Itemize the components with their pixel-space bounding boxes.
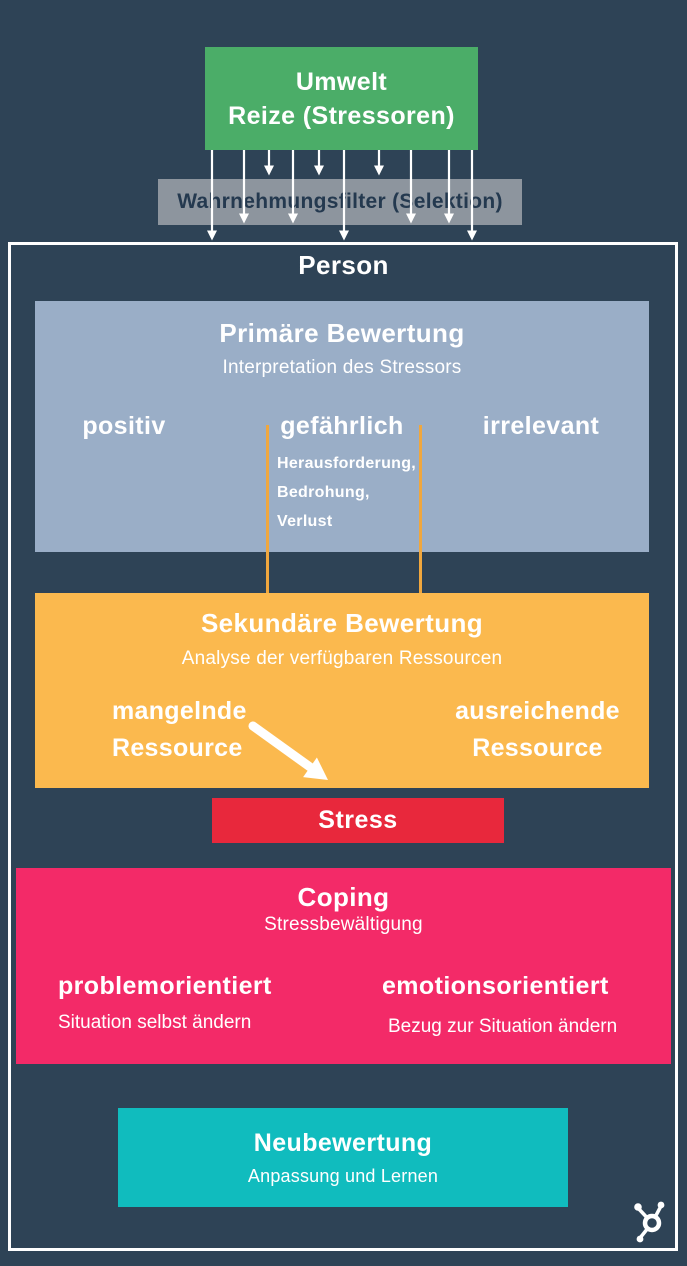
gefaehrlich-detail-herausforderung: Herausforderung, bbox=[277, 455, 417, 472]
connector-line-left bbox=[266, 425, 269, 593]
sufficient-resource-line2: Ressource bbox=[472, 734, 603, 762]
appraisal-option-gefaehrlich: gefährlich bbox=[280, 412, 404, 440]
insufficient-resource-line1: mangelnde bbox=[112, 697, 247, 725]
appraisal-option-irrelevant: irrelevant bbox=[482, 412, 600, 440]
stress-box bbox=[212, 798, 504, 843]
insufficient-resource-line2: Ressource bbox=[112, 734, 243, 762]
reappraisal-title: Neubewertung bbox=[253, 1129, 433, 1157]
gefaehrlich-details-list bbox=[277, 449, 416, 536]
gefaehrlich-detail-verlust: Verlust bbox=[277, 513, 333, 530]
sufficient-resource-line1: ausreichende bbox=[455, 697, 620, 725]
stimulus-arrows-icon bbox=[195, 150, 485, 245]
problem-oriented-title: problemorientiert bbox=[58, 972, 272, 1000]
secondary-appraisal-box bbox=[35, 593, 649, 788]
secondary-appraisal-subtitle: Analyse der verfügbaren Ressourcen bbox=[181, 648, 503, 669]
stress-label: Stress bbox=[318, 806, 398, 834]
reappraisal-box bbox=[118, 1108, 568, 1207]
environment-title-line1: Umwelt bbox=[295, 67, 388, 96]
appraisal-option-positiv: positiv bbox=[82, 412, 166, 440]
reappraisal-subtitle: Anpassung und Lernen bbox=[247, 1166, 439, 1186]
insufficient-resource-label bbox=[112, 693, 247, 767]
primary-appraisal-subtitle: Interpretation des Stressors bbox=[222, 357, 462, 378]
coping-box bbox=[16, 868, 671, 1064]
stress-arrow-icon bbox=[245, 716, 340, 788]
environment-title-line2: Reize (Stressoren) bbox=[228, 101, 455, 130]
coping-subtitle: Stressbewältigung bbox=[264, 914, 423, 935]
gefaehrlich-detail-bedrohung: Bedrohung, bbox=[277, 484, 370, 501]
connector-line-right bbox=[419, 425, 422, 593]
primary-appraisal-box bbox=[35, 301, 649, 552]
coping-title: Coping bbox=[297, 882, 390, 912]
perception-filter-label: Wahrnehmungsfilter (Selektion) bbox=[177, 190, 503, 213]
sufficient-resource-label bbox=[430, 693, 645, 767]
secondary-appraisal-title: Sekundäre Bewertung bbox=[200, 608, 484, 638]
emotion-oriented-subtitle: Bezug zur Situation ändern bbox=[388, 1016, 618, 1037]
primary-appraisal-title: Primäre Bewertung bbox=[219, 318, 465, 348]
problem-oriented-subtitle: Situation selbst ändern bbox=[58, 1012, 252, 1033]
environment-box bbox=[205, 47, 478, 150]
person-title: Person bbox=[298, 250, 389, 280]
emotion-oriented-title: emotionsorientiert bbox=[382, 972, 609, 1000]
hubspot-logo-icon bbox=[631, 1198, 673, 1244]
